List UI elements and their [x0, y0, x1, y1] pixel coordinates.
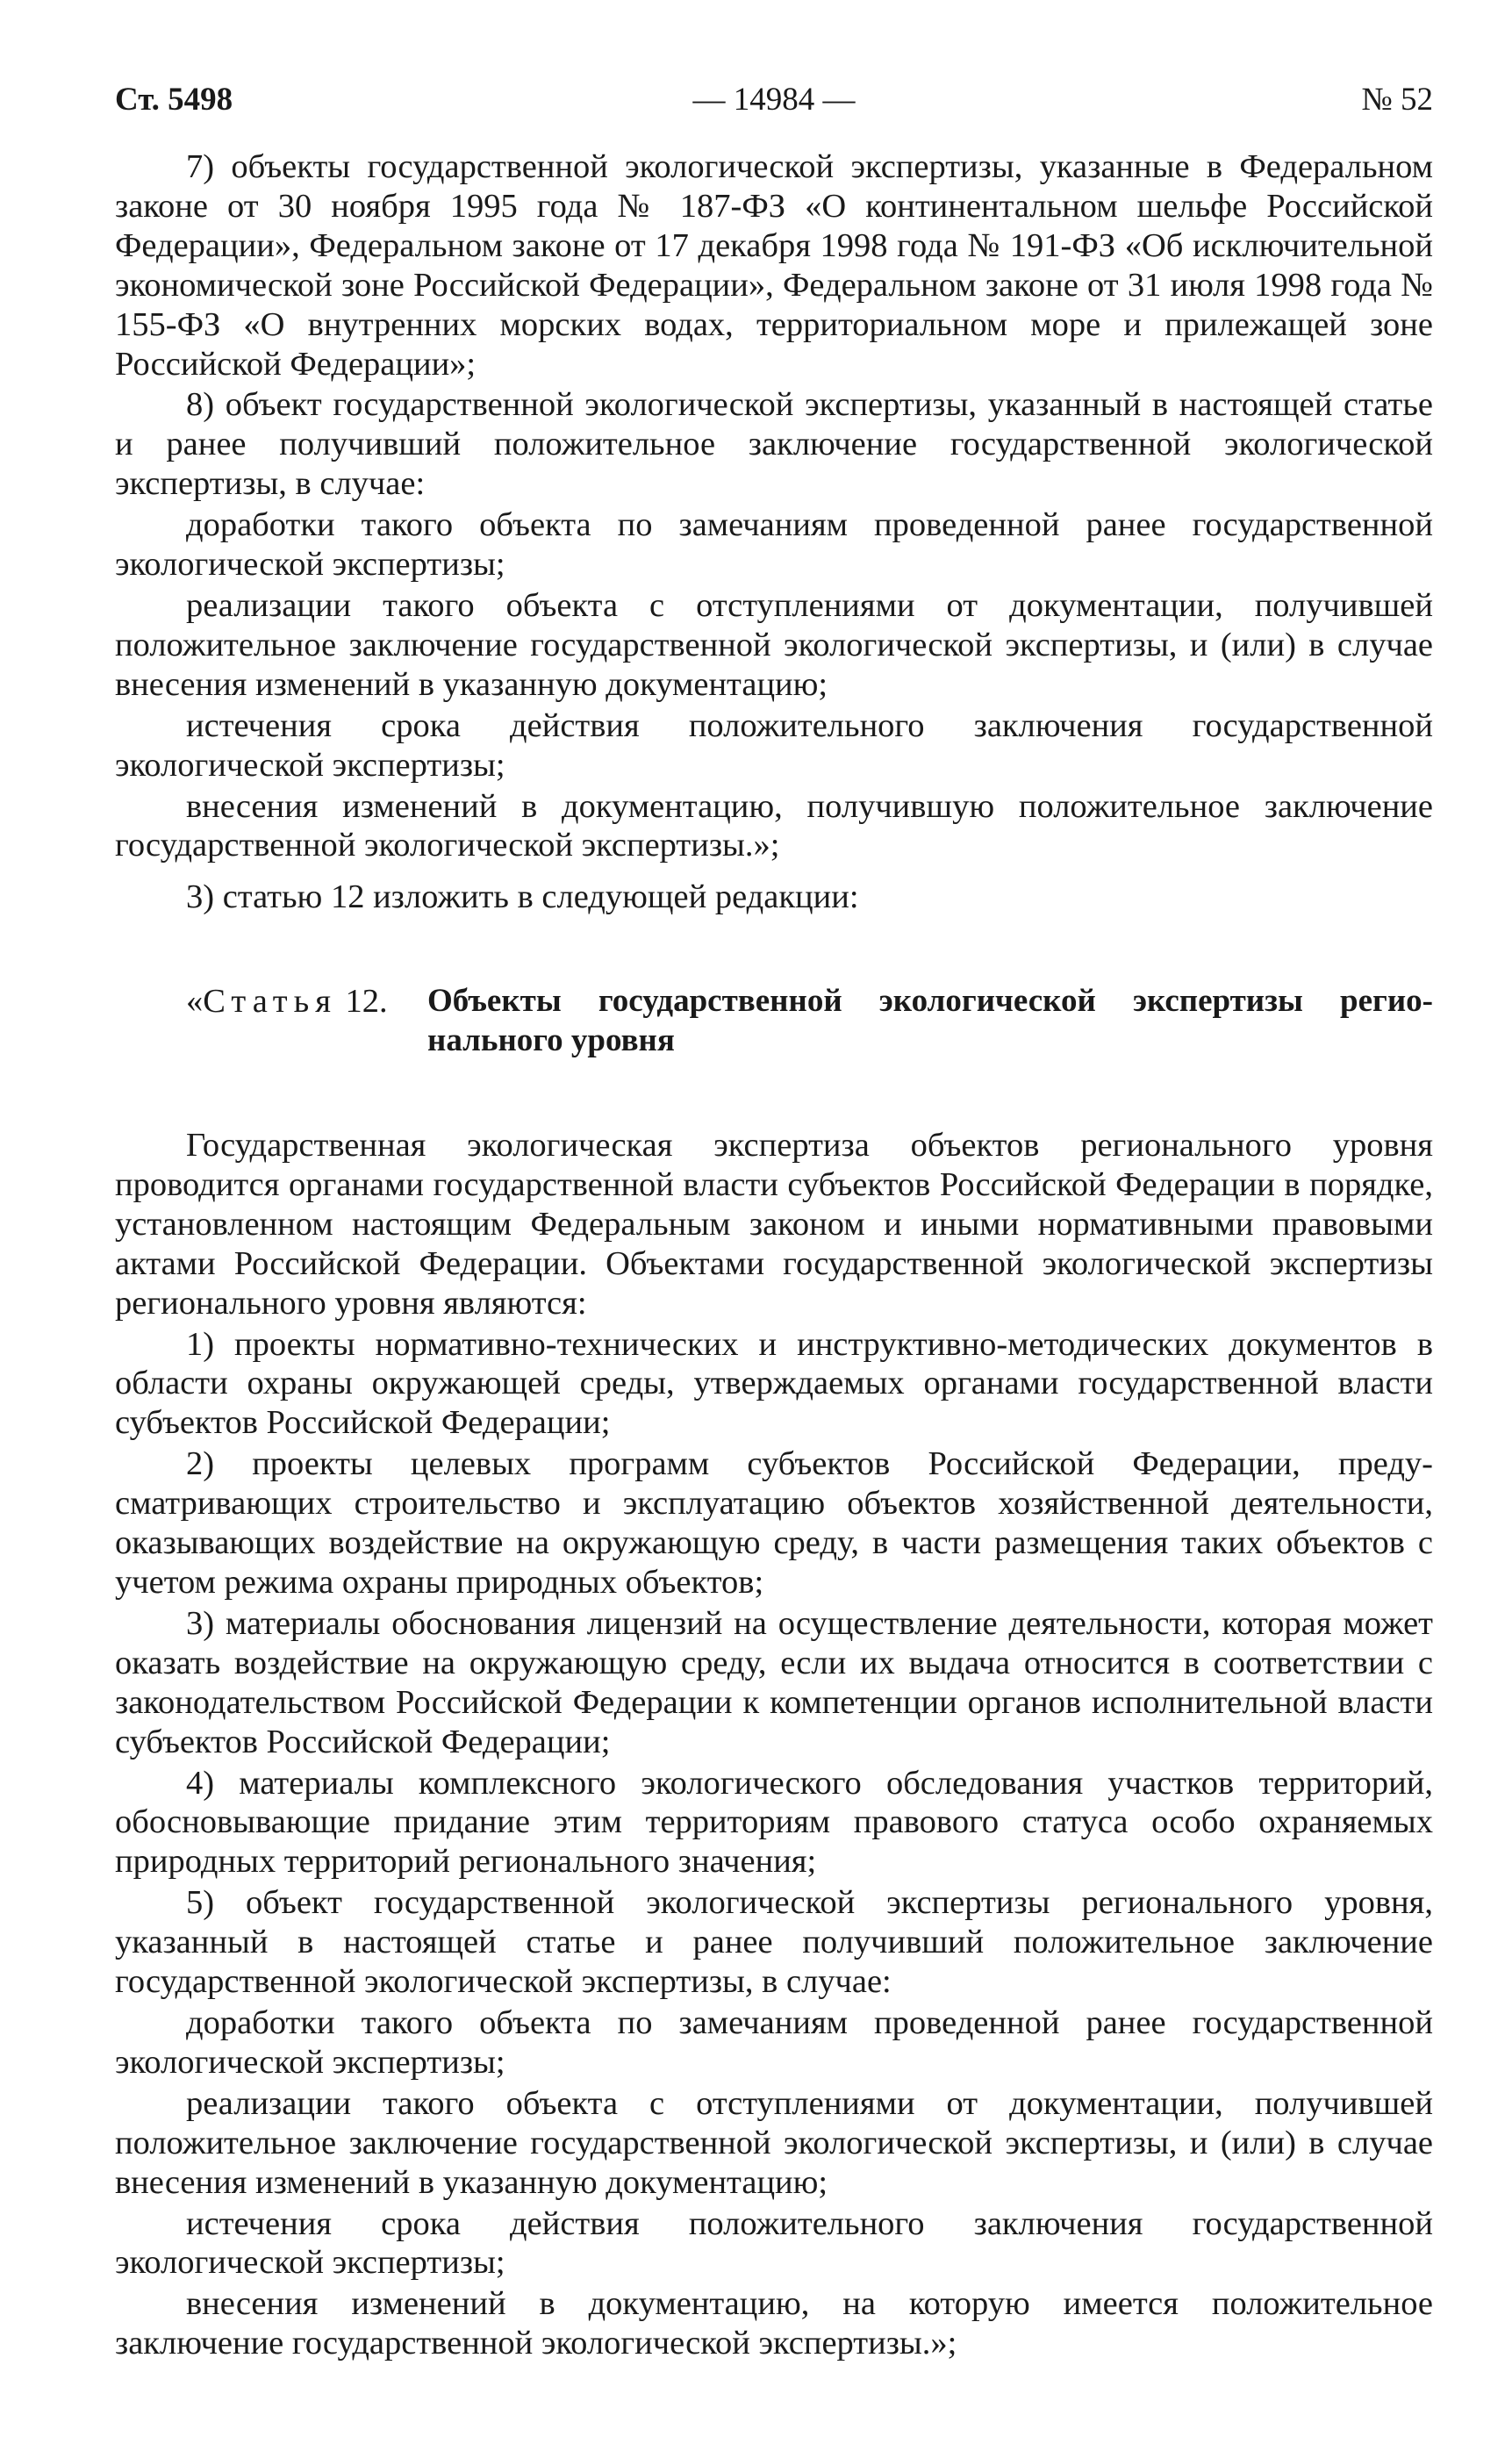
body-text [115, 147, 1433, 2363]
paragraph-amendment-3: 3) статью 12 изложить в следующей редакции: [186, 878, 859, 916]
article-number: 12. [336, 983, 388, 1021]
paragraph-case-rework: доработки такого объекта по замечаниям проведенной ранее государственной экологической экспертизы; [115, 506, 1433, 584]
paragraph-article-item-5: 5) объект государственной экологической экспертизы регионального уровня, указанный в настоящей статье и ранее получивший положительное заключение государственной экологической экспертизы, в случае: [115, 1884, 1433, 2001]
paragraph-article-case-changes: внесения изменений в документацию, на которую имеется положительное заключение государственной экологической экспертизы.»; [115, 2285, 1433, 2362]
paragraph-case-expiry: истечения срока действия положительного заключения государственной экологической экспертизы; [115, 706, 1433, 784]
paragraph-article-item-3: 3) материалы обоснования лицензий на осуществление деятельности, которая может оказать воздействие на окружающую среду, если их выдача относится в соответствии с законодательством Российской Федерации к компетенции органов исполнительной власти субъектов Российской Федерации; [115, 1604, 1433, 1760]
article-page-ref: Ст. 5498 [115, 82, 233, 118]
paragraph-item-7: 7) объекты государственной экологической экспертизы, указанные в Федеральном законе от 30 ноября 1995 года № 187-ФЗ «О континентальном шельфе Российской Федерации», Федеральном законе от 17 декабря 1998 года № 191-ФЗ «Об исключительной экономической зоне Российской Федерации», Федеральном законе от 31 июля 1998 года № 155-ФЗ «О внутренних морских водах, территориальном море и прилежащей зоне Российской Федерации»; [115, 148, 1433, 383]
issue-number: № 52 [1361, 82, 1433, 118]
article-heading [115, 982, 1433, 1061]
paragraph-article-item-2: 2) проекты целевых программ субъектов Российской Федерации, предусматривающих строительство и эксплуатацию объектов хозяйственной деятельности, оказывающих воздействие на окружающую среду, в части размещения таких объектов с учетом режима охраны природных объектов; [115, 1445, 1433, 1601]
article-title: Объекты государственной экологической экспертизы регионального уровня [427, 983, 1433, 1059]
paragraph-article-case-rework: доработки такого объекта по замечаниям проведенной ранее государственной экологической экспертизы; [115, 2003, 1433, 2081]
paragraph-case-deviations: реализации такого объекта с отступлениями от документации, получившей положительное заключение государственной экологической экспертизы, и (или) в случае внесения изменений в указанную документацию; [115, 586, 1433, 703]
paragraph-article-item-4: 4) материалы комплексного экологического обследования участков территорий, обосновывающие придание этим территориям правового статуса особо охраняемых природных территорий регионального значения; [115, 1764, 1433, 1881]
article-word: Статья [203, 983, 337, 1021]
paragraph-article-case-expiry: истечения срока действия положительного заключения государственной экологической экспертизы; [115, 2204, 1433, 2282]
paragraph-article-item-1: 1) проекты нормативно-технических и инструктивно-методических документов в области охраны окружающей среды, утверждаемых органами государственной власти субъектов Российской Федерации; [115, 1325, 1433, 1442]
paragraph-item-8: 8) объект государственной экологической экспертизы, указанный в настоящей статье и ранее получивший положительное заключение государственной экологической экспертизы, в случае: [115, 386, 1433, 503]
paragraph-case-changes: внесения изменений в документацию, получившую положительное заключение государственной экологической экспертизы.»; [115, 787, 1433, 864]
page-number: — 14984 — [692, 82, 856, 118]
article-quote: « [186, 983, 204, 1021]
paragraph-article-case-deviations: реализации такого объекта с отступлениями от документации, получившей положительное заключение государственной экологической экспертизы, и (или) в случае внесения изменений в указанную документацию; [115, 2084, 1433, 2201]
paragraph-article-intro: Государственная экологическая экспертиза объектов регионального уровня проводится органами государственной власти субъектов Российской Федерации в порядке, установленном настоящим Федеральным законом и иными нормативными правовыми актами Российской Федерации. Объектами государственной экологической экспертизы регионального уровня являются: [115, 1127, 1433, 1322]
page-header [115, 81, 1433, 130]
document-page [115, 81, 1433, 2365]
article-label [186, 982, 388, 1021]
